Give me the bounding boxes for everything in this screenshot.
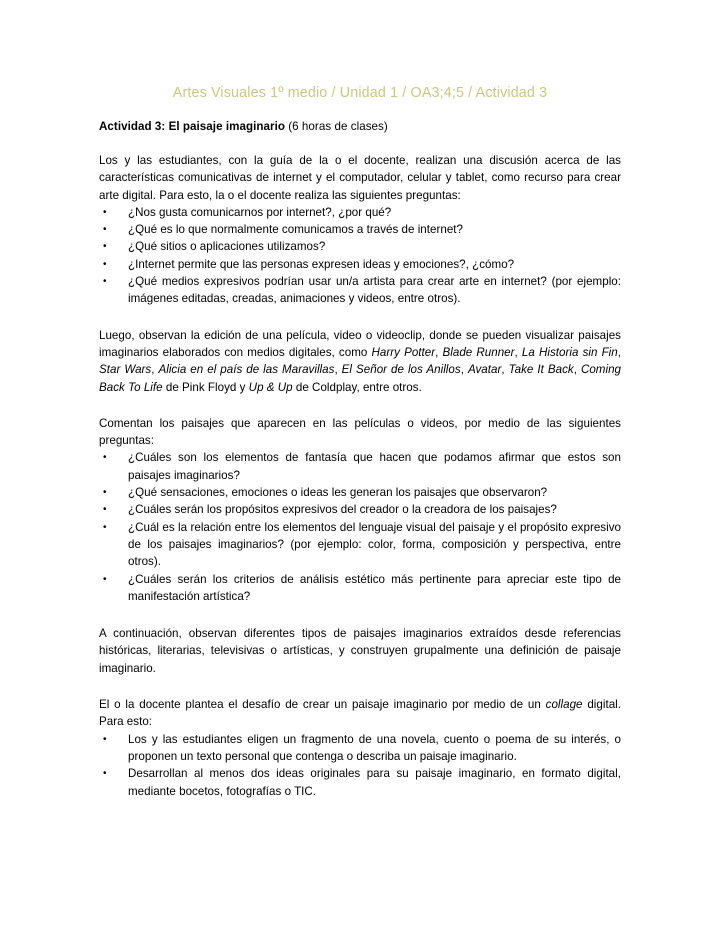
list-item: • ¿Qué sitios o aplicaciones utilizamos? bbox=[99, 238, 621, 255]
media-title: Star Wars bbox=[99, 363, 152, 377]
observan-tail: de Coldplay, entre otros. bbox=[292, 380, 422, 394]
list-item: • ¿Cuáles serán los propósitos expresivos del creador o la creadora de los paisajes? bbox=[99, 501, 621, 518]
sep: , bbox=[501, 363, 509, 377]
media-title: Up & Up bbox=[248, 380, 293, 394]
questions-paisajes-list bbox=[99, 449, 621, 605]
media-title: Alicia en el país de las Maravillas bbox=[158, 363, 335, 377]
activity-heading bbox=[99, 102, 621, 134]
paragraph-comentan: Comentan los paisajes que aparecen en las películas o videos, por medio de las siguientes preguntas: bbox=[99, 416, 621, 448]
media-title: Take It Back bbox=[508, 363, 574, 377]
media-title: Avatar bbox=[467, 363, 502, 377]
media-title: Harry Potter bbox=[371, 345, 436, 359]
list-item: • ¿Internet permite que las personas expresen ideas y emociones?, ¿cómo? bbox=[99, 256, 621, 273]
tasks-list bbox=[99, 731, 621, 800]
sep: , bbox=[435, 345, 443, 359]
sep: , bbox=[334, 363, 342, 377]
observan-lead: Luego, observan la edición de una película, video o videoclip, donde se pueden visualizar paisajes imaginarios elaborados con medios digitales, como bbox=[99, 328, 621, 359]
document-content bbox=[99, 0, 621, 800]
media-title: La Historia sin Fin bbox=[521, 345, 618, 359]
list-item: • Los y las estudiantes eligen un fragmento de una novela, cuento o poema de su interés, o proponen un texto personal que contenga o describa un paisaje imaginario. bbox=[99, 731, 621, 766]
list-item: • ¿Qué medios expresivos podrían usar un/a artista para crear arte en internet? (por ejemplo: imágenes editadas, creadas, animaciones y videos, entre otros). bbox=[99, 273, 621, 308]
questions-internet-list bbox=[99, 204, 621, 308]
page-title: Artes Visuales 1º medio / Unidad 1 / OA3;4;5 / Actividad 3 bbox=[172, 85, 548, 101]
paragraph-continuacion: A continuación, observan diferentes tipos de paisajes imaginarios extraídos desde referencias históricas, literarias, televisivas o artísticas, y construyen grupalmente una definición de paisaje imaginario. bbox=[99, 627, 621, 675]
media-title: Coming Back To Life bbox=[99, 363, 622, 394]
desafio-lead: El o la docente plantea el desafío de crear un paisaje imaginario por medio de un bbox=[99, 698, 546, 712]
paragraph-intro: Los y las estudiantes, con la guía de la o el docente, realizan una discusión acerca de las características comunicativas de internet y el computador, celular y tablet, como recurso para crear arte digital. Para esto, la o el docente realiza las siguientes preguntas: bbox=[99, 154, 621, 202]
observan-mid: de Pink Floyd y bbox=[162, 380, 249, 394]
sep: , bbox=[573, 363, 581, 377]
collage-italic: collage bbox=[545, 698, 583, 712]
media-title: El Señor de los Anillos bbox=[341, 363, 461, 377]
paragraph-desafio bbox=[99, 677, 621, 731]
list-item: • ¿Cuáles serán los criterios de análisis estético más pertinente para apreciar este tipo de manifestación artística? bbox=[99, 571, 621, 606]
list-item: • ¿Qué es lo que normalmente comunicamos a través de internet? bbox=[99, 221, 621, 238]
desafio-tail: digital. Para esto: bbox=[99, 698, 621, 729]
activity-heading-hours: (6 horas de clases) bbox=[284, 120, 388, 133]
activity-heading-bold: Actividad 3: El paisaje imaginario bbox=[99, 120, 285, 133]
list-item: • ¿Cuáles son los elementos de fantasía que hacen que podamos afirmar que estos son paisajes imaginarios? bbox=[99, 449, 621, 484]
media-title: Blade Runner bbox=[442, 345, 515, 359]
sep: , bbox=[514, 345, 522, 359]
list-item: • ¿Cuál es la relación entre los elementos del lenguaje visual del paisaje y el propósito expresivo de los paisajes imaginarios? (por ejemplo: color, forma, composición y perspectiva, entre otros). bbox=[99, 519, 621, 571]
list-item: • ¿Qué sensaciones, emociones o ideas les generan los paisajes que observaron? bbox=[99, 484, 621, 501]
sep: , bbox=[151, 363, 159, 377]
sep: , bbox=[460, 363, 468, 377]
paragraph-observan bbox=[99, 308, 621, 396]
list-item: • ¿Nos gusta comunicarnos por internet?, ¿por qué? bbox=[99, 204, 621, 221]
sep: , bbox=[617, 345, 621, 359]
list-item: • Desarrollan al menos dos ideas originales para su paisaje imaginario, en formato digital, mediante bocetos, fotografías o TIC. bbox=[99, 765, 621, 800]
